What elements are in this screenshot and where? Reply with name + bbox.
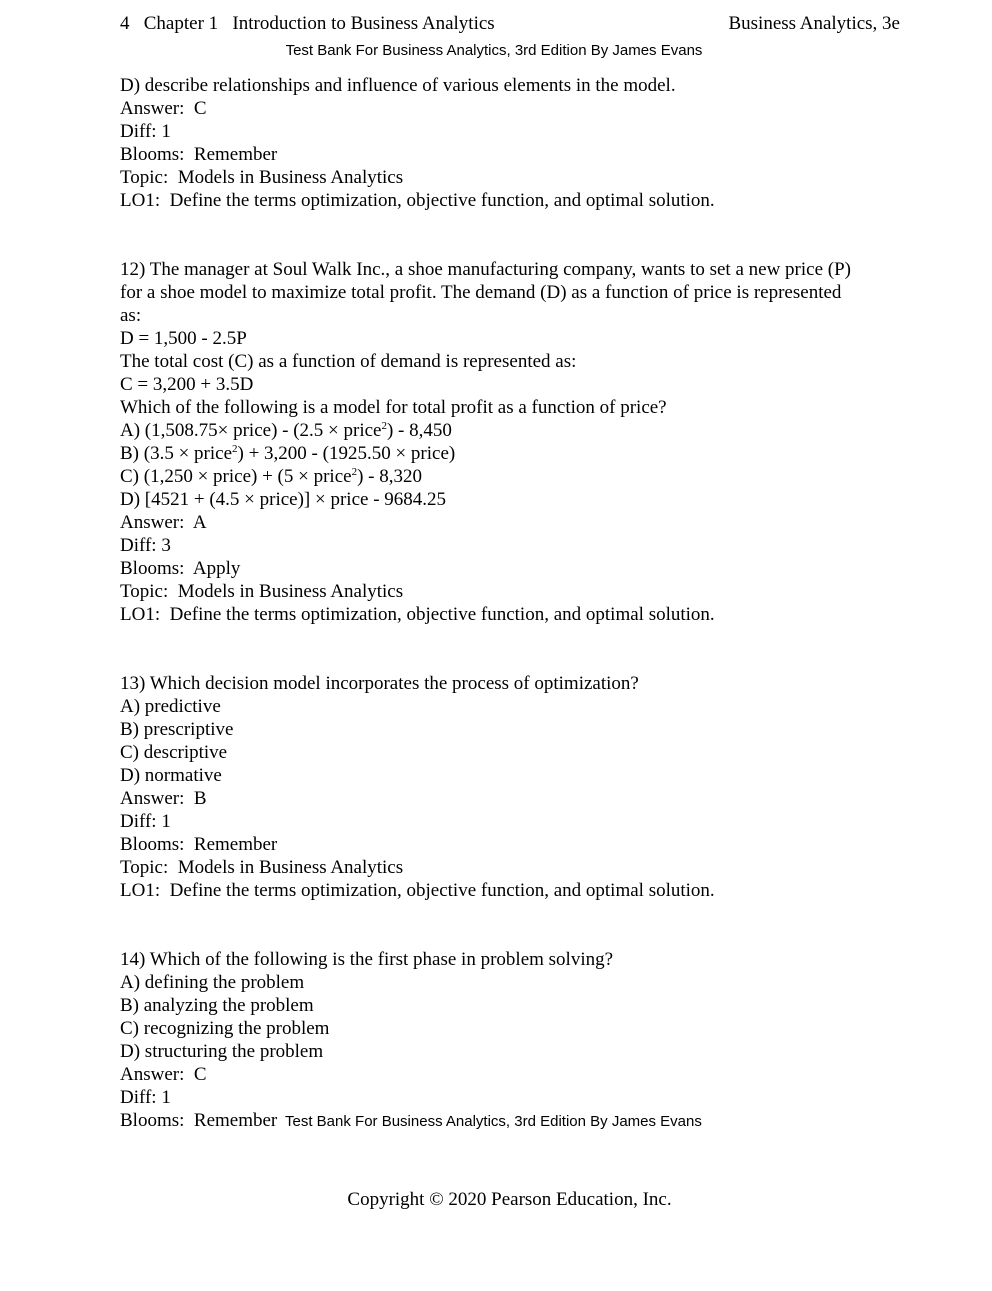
learning-objective: LO1: Define the terms optimization, objective function, and optimal solution.: [120, 604, 715, 625]
question-stem: 14) Which of the following is the first phase in problem solving?: [120, 949, 614, 970]
difficulty: Diff: 3: [120, 535, 171, 556]
question-11-tail: [120, 74, 910, 212]
question-stem: for a shoe model to maximize total profit. The demand (D) as a function of price is represented: [120, 282, 842, 303]
option-d: D) structuring the problem: [120, 1041, 324, 1062]
topic: Topic: Models in Business Analytics: [120, 167, 404, 188]
option-c: C) recognizing the problem: [120, 1018, 330, 1039]
cost-equation: C = 3,200 + 3.5D: [120, 374, 254, 395]
option-b: B) (3.5 × price$^2$) + 3,200 - (1925.50 × price): [120, 443, 456, 464]
blooms-level: Blooms: Remember: [120, 1110, 278, 1131]
learning-objective: LO1: Define the terms optimization, objective function, and optimal solution.: [120, 880, 715, 901]
exponent: 2: [232, 443, 238, 455]
topic: Topic: Models in Business Analytics: [120, 857, 404, 878]
cost-intro: The total cost (C) as a function of demand is represented as:: [120, 351, 577, 372]
watermark-top: Test Bank For Business Analytics, 3rd Edition By James Evans: [285, 42, 703, 59]
question-stem: as:: [120, 305, 142, 326]
learning-objective: LO1: Define the terms optimization, objective function, and optimal solution.: [120, 190, 715, 211]
watermark-bottom: Test Bank For Business Analytics, 3rd Edition By James Evans: [285, 1113, 702, 1130]
topic: Topic: Models in Business Analytics: [120, 581, 404, 602]
difficulty: Diff: 1: [120, 811, 171, 832]
question-stem: 12) The manager at Soul Walk Inc., a shoe manufacturing company, wants to set a new price (P): [120, 259, 851, 280]
chapter-heading: 4 Chapter 1 Introduction to Business Analytics: [120, 13, 495, 34]
page-body: [120, 74, 910, 1132]
option-d: D) [4521 + (4.5 × price)] × price - 9684.25: [120, 489, 447, 510]
answer: Answer: C: [120, 1064, 207, 1085]
option-a: A) (1,508.75× price) - (2.5 × price$^2$) - 8,450: [120, 420, 452, 441]
option-d: D) normative: [120, 765, 222, 786]
question-12: [120, 258, 910, 626]
option-b: B) analyzing the problem: [120, 995, 314, 1016]
copyright-footer: Copyright © 2020 Pearson Education, Inc.: [347, 1189, 672, 1210]
question-prompt: Which of the following is a model for total profit as a function of price?: [120, 397, 667, 418]
difficulty: Diff: 1: [120, 1087, 171, 1108]
blooms-level: Blooms: Remember: [120, 834, 278, 855]
option-a: A) predictive: [120, 696, 221, 717]
question-stem: 13) Which decision model incorporates the process of optimization?: [120, 673, 639, 694]
exponent: 2: [351, 466, 358, 478]
option-c: C) descriptive: [120, 742, 228, 763]
option-c: C) (1,250 × price) + (5 × price$^2$) - 8,320: [120, 466, 422, 487]
demand-equation: D = 1,500 - 2.5P: [120, 328, 247, 349]
option-b: B) prescriptive: [120, 719, 234, 740]
blooms-level: Blooms: Apply: [120, 558, 241, 579]
question-13: [120, 672, 910, 902]
exponent: 2: [381, 420, 387, 432]
option-d: D) describe relationships and influence of various elements in the model.: [120, 75, 676, 96]
answer: Answer: C: [120, 98, 207, 119]
book-title: Business Analytics, 3e: [728, 13, 900, 34]
blooms-level: Blooms: Remember: [120, 144, 278, 165]
option-a: A) defining the problem: [120, 972, 305, 993]
answer: Answer: A: [120, 512, 207, 533]
answer: Answer: B: [120, 788, 207, 809]
question-14: [120, 948, 910, 1132]
difficulty: Diff: 1: [120, 121, 171, 142]
